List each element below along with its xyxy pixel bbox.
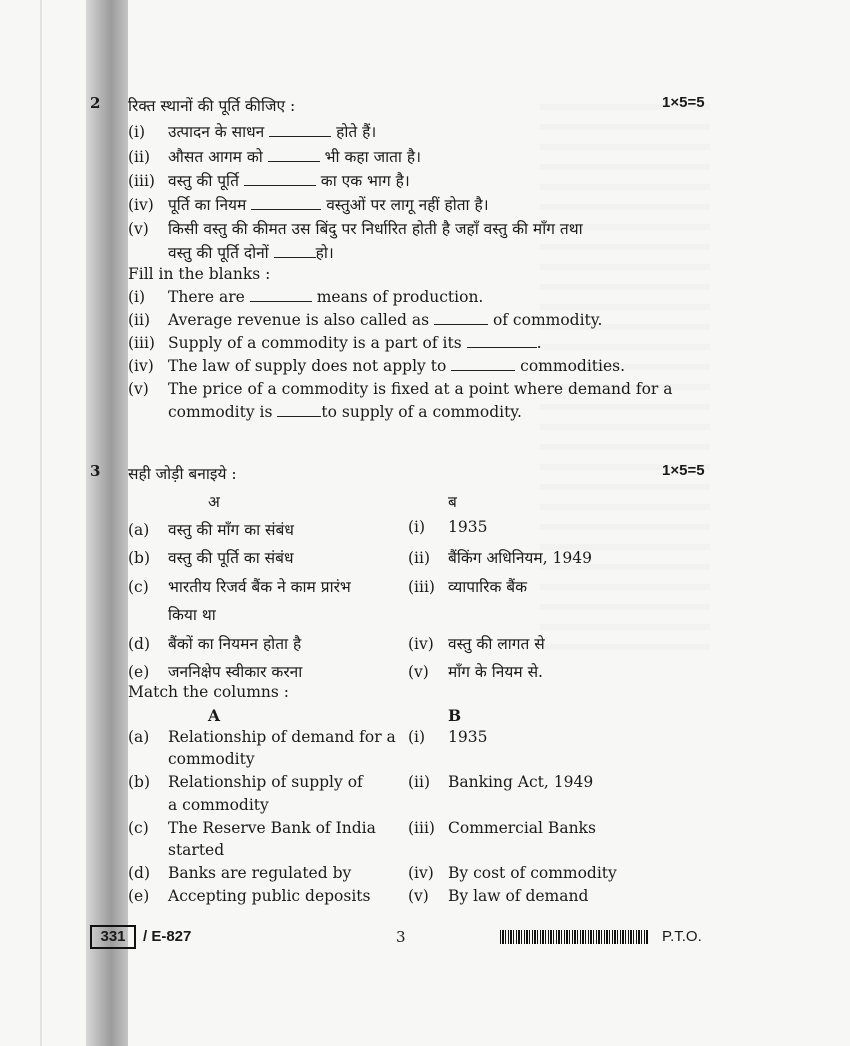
- row-label: (iv): [408, 635, 434, 653]
- q3-english-column-a-header: A: [208, 706, 221, 725]
- q3-hindi-row-c-continuation: किया था: [168, 606, 216, 624]
- q2-hindi-item-continuation: [168, 241, 334, 263]
- q3-english-match-iii: [408, 819, 596, 837]
- item-label: (iii): [128, 334, 155, 352]
- q3-hindi-row-a: [128, 518, 294, 540]
- q3-english-match-i: [408, 728, 487, 746]
- row-label: (ii): [408, 773, 431, 791]
- q3-english-row-a-continuation: commodity: [168, 750, 255, 768]
- q3-english-heading: Match the columns :: [128, 683, 289, 701]
- item-label: (v): [128, 380, 149, 398]
- item-text: वस्तु की पूर्ति: [168, 172, 239, 190]
- row-label: (b): [128, 773, 151, 791]
- row-right-text: Banking Act, 1949: [448, 773, 594, 791]
- row-label: (a): [128, 521, 150, 539]
- row-left-text: The Reserve Bank of India: [168, 819, 376, 837]
- item-label: (ii): [128, 311, 151, 329]
- page-number: 3: [396, 928, 406, 946]
- question-3-number: 3: [90, 462, 101, 480]
- row-left-text: Accepting public deposits: [168, 887, 371, 905]
- q3-hindi-match-iv: [408, 632, 545, 654]
- row-label: (b): [128, 549, 151, 567]
- item-label: (iii): [128, 172, 155, 190]
- q3-hindi-row-d: [128, 632, 301, 654]
- row-label: (i): [408, 728, 426, 746]
- q3-english-row-a: [128, 728, 396, 746]
- blank-line: [451, 357, 515, 371]
- q3-hindi-match-v: [408, 660, 543, 682]
- blank-line: [467, 334, 537, 348]
- q3-hindi-column-a-header: अ: [208, 493, 220, 511]
- q2-english-item: [128, 334, 542, 352]
- row-left-text: Relationship of supply of: [168, 773, 363, 791]
- item-label: (ii): [128, 148, 151, 166]
- row-label: (d): [128, 635, 151, 653]
- q3-english-row-b: [128, 773, 363, 791]
- row-left-text: वस्तु की माँग का संबंध: [168, 521, 294, 539]
- q3-hindi-row-e: [128, 660, 302, 682]
- q3-hindi-column-b-header: ब: [448, 493, 457, 511]
- q3-hindi-match-iii: [408, 575, 527, 597]
- pto-label: P.T.O.: [662, 928, 702, 945]
- row-label: (iv): [408, 864, 434, 882]
- q3-english-row-d: [128, 864, 351, 882]
- blank-line: [277, 403, 321, 417]
- row-label: (v): [408, 663, 429, 681]
- row-right-text: By cost of commodity: [448, 864, 617, 882]
- q3-english-column-b-header: B: [448, 706, 462, 725]
- item-text: .: [536, 334, 542, 352]
- binding-spine-shadow: [86, 0, 128, 1046]
- item-text: to supply of a commodity.: [321, 403, 522, 421]
- item-label: (i): [128, 123, 146, 141]
- item-text: commodity is: [168, 403, 273, 421]
- q3-english-match-iv: [408, 864, 617, 882]
- q3-hindi-match-i: [408, 518, 487, 536]
- q2-hindi-item: [128, 193, 489, 215]
- item-text: The law of supply does not apply to: [168, 357, 447, 375]
- row-label: (v): [408, 887, 429, 905]
- row-label: (i): [408, 518, 426, 536]
- item-label: (v): [128, 220, 149, 238]
- row-label: (iii): [408, 819, 435, 837]
- row-right-text: By law of demand: [448, 887, 589, 905]
- q3-english-match-v: [408, 887, 588, 905]
- row-label: (c): [128, 819, 149, 837]
- q3-english-row-c: [128, 819, 376, 837]
- item-text: किसी वस्तु की कीमत उस बिंदु पर निर्धारित होती है जहाँ वस्तु की माँग तथा: [168, 220, 583, 238]
- item-label: (i): [128, 288, 146, 306]
- q3-english-row-c-continuation: started: [168, 841, 225, 859]
- q2-english-item: [128, 380, 672, 398]
- paper-id: / E-827: [143, 928, 192, 945]
- q2-english-item-continuation: [168, 403, 522, 421]
- item-text: का एक भाग है।: [320, 172, 410, 190]
- row-right-text: माँग के नियम से.: [448, 663, 543, 681]
- page-edge: [40, 0, 42, 1046]
- row-right-text: 1935: [448, 728, 488, 746]
- blank-line: [251, 196, 321, 210]
- row-right-text: 1935: [448, 518, 488, 536]
- q3-hindi-match-ii: [408, 546, 592, 568]
- item-text: Supply of a commodity is a part of its: [168, 334, 462, 352]
- item-text: भी कहा जाता है।: [324, 148, 421, 166]
- row-left-text: Relationship of demand for a: [168, 728, 396, 746]
- q3-english-row-b-continuation: a commodity: [168, 796, 269, 814]
- item-text: वस्तुओं पर लागू नहीं होता है।: [326, 196, 489, 214]
- question-2-marks: 1×5=5: [662, 94, 705, 111]
- row-label: (e): [128, 663, 150, 681]
- blank-line: [269, 123, 331, 137]
- row-label: (ii): [408, 549, 431, 567]
- q2-hindi-item: [128, 169, 410, 191]
- row-left-text: जननिक्षेप स्वीकार करना: [168, 663, 303, 681]
- item-text: पूर्ति का नियम: [168, 196, 247, 214]
- item-text: हो।: [315, 244, 334, 262]
- item-text: होते हैं।: [336, 123, 377, 141]
- item-label: (iv): [128, 196, 154, 214]
- blank-line: [244, 172, 316, 186]
- q3-hindi-heading: सही जोड़ी बनाइये :: [128, 465, 237, 483]
- item-text: means of production.: [316, 288, 484, 306]
- row-left-text: बैंकों का नियमन होता है: [168, 635, 302, 653]
- q2-english-heading: Fill in the blanks :: [128, 265, 271, 283]
- q2-hindi-item: [128, 120, 376, 142]
- item-label: (iv): [128, 357, 154, 375]
- row-left-text: Banks are regulated by: [168, 864, 352, 882]
- paper-code-box: 331: [90, 925, 136, 949]
- item-text: वस्तु की पूर्ति दोनों: [168, 244, 269, 262]
- q2-hindi-item: [128, 145, 421, 167]
- q3-hindi-row-c: [128, 575, 351, 597]
- row-right-text: वस्तु की लागत से: [448, 635, 545, 653]
- item-text: There are: [168, 288, 245, 306]
- blank-line: [268, 148, 320, 162]
- item-text: commodities.: [520, 357, 626, 375]
- item-text: of commodity.: [492, 311, 603, 329]
- question-3-marks: 1×5=5: [662, 462, 705, 479]
- row-left-text: भारतीय रिजर्व बैंक ने काम प्रारंभ: [168, 578, 351, 596]
- barcode: [500, 930, 648, 944]
- q2-hindi-heading: रिक्त स्थानों की पूर्ति कीजिए :: [128, 97, 296, 115]
- row-left-text: वस्तु की पूर्ति का संबंध: [168, 549, 294, 567]
- row-label: (e): [128, 887, 150, 905]
- q3-english-row-e: [128, 887, 370, 905]
- question-2-number: 2: [90, 94, 101, 112]
- blank-line: [250, 288, 312, 302]
- blank-line: [274, 244, 316, 258]
- row-label: (iii): [408, 578, 435, 596]
- item-text: उत्पादन के साधन: [168, 123, 265, 141]
- q2-english-item: [128, 288, 483, 306]
- blank-line: [434, 311, 488, 325]
- row-right-text: बैंकिंग अधिनियम, 1949: [448, 549, 592, 567]
- q2-english-item: [128, 311, 602, 329]
- q3-english-match-ii: [408, 773, 593, 791]
- row-label: (a): [128, 728, 150, 746]
- row-label: (c): [128, 578, 149, 596]
- q3-hindi-row-b: [128, 546, 294, 568]
- row-label: (d): [128, 864, 151, 882]
- q2-hindi-item: [128, 217, 583, 239]
- q2-english-item: [128, 357, 625, 375]
- item-text: औसत आगम को: [168, 148, 263, 166]
- item-text: The price of a commodity is fixed at a point where demand for a: [168, 380, 673, 398]
- row-right-text: व्यापारिक बैंक: [448, 578, 528, 596]
- item-text: Average revenue is also called as: [168, 311, 430, 329]
- row-right-text: Commercial Banks: [448, 819, 596, 837]
